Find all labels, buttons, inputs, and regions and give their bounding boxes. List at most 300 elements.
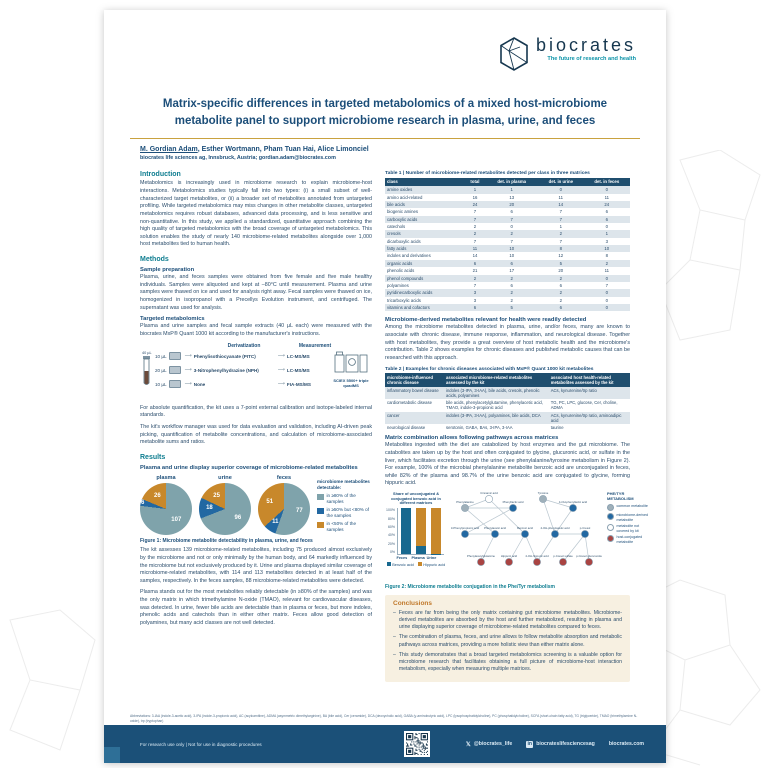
table-cell: 5 xyxy=(510,304,513,310)
table-cell: 20 xyxy=(558,268,564,274)
targeted-metabolomics-body: Plasma and urine samples and fecal sample extracts (40 µL each) were measured with the biocrates MxP® Quant 1000 kit according to the manufacturer's instructions. xyxy=(140,323,372,337)
table-cell: cresols xyxy=(387,231,401,237)
pie-value-label: 107 xyxy=(171,517,182,524)
well-plate-icon xyxy=(169,380,181,388)
well-plate-icon xyxy=(169,366,181,374)
legend-item xyxy=(607,524,651,533)
pathway-node-label: 4-OH-hippuric acid xyxy=(525,553,549,558)
column-header: total xyxy=(464,178,485,186)
table-cell: 3 xyxy=(605,238,608,244)
table-cell: 2 xyxy=(559,290,562,296)
table-cell: TG, PC, LPC, glucose, Cer, choline, ADMA xyxy=(550,400,618,411)
table-cell: indoles (3-IPA, 3-IAA), polyamines, bile acids, DCA xyxy=(446,412,541,418)
table-cell: 11 xyxy=(558,194,564,200)
results-para2: Plasma stands out for the most metabolites reliably detectable (in ≥80% of the samples) and was the only matrix in which trimethylamine N-oxide (TMAO), relevant for cardiovascular diseases, was detected. In urine, fewer bile acids are detectable than in plasma or feces, but more indoles, phenolic acids and catechols than in either other matrix. Feces allow good detection of polyamines, but many acid classes are not well detected. xyxy=(140,589,372,627)
table-cell: 13 xyxy=(509,194,515,200)
affiliation[interactable]: biocrates life sciences ag, Innsbruck, Austria; gordian.adam@biocrates.com xyxy=(140,155,336,162)
pie-chart-plasma xyxy=(140,475,192,535)
health-heading: Microbiome-derived metabolites relevant for health were readily detected xyxy=(385,317,587,324)
table-row xyxy=(385,267,630,274)
brand-name: biocrates xyxy=(535,35,636,55)
background-decoration xyxy=(660,150,768,370)
table2 xyxy=(385,373,630,431)
table-cell: phenol compounds xyxy=(387,275,424,281)
table-cell: catechols xyxy=(387,224,406,229)
pathway-node-label: Phenylacetic acid xyxy=(484,525,506,530)
pathway-node xyxy=(581,531,588,538)
legend-item xyxy=(317,521,372,532)
pathway-node-label: 4-OH-phenylacetic acid xyxy=(540,525,570,530)
linkedin-icon: in xyxy=(527,740,532,747)
table-cell: 11 xyxy=(604,194,610,200)
hexagon-logo-icon xyxy=(498,36,530,72)
sample-prep-heading: Sample preparation xyxy=(140,267,195,274)
bars-area xyxy=(397,508,444,555)
table-cell: 24 xyxy=(604,201,610,207)
table-row xyxy=(385,282,630,289)
table-cell: carboxylic acids xyxy=(387,216,418,222)
table-cell: bile acids xyxy=(387,201,405,207)
x-tick-label: Feces xyxy=(396,556,408,561)
table1-head xyxy=(385,178,630,186)
legend-label: host-conjugated metabolite xyxy=(616,535,643,544)
column-header: associated host health-related metabolites assessed by the kit xyxy=(549,373,630,387)
table-row xyxy=(385,387,630,400)
table-cell: 10 xyxy=(509,253,515,259)
table-cell: 10 xyxy=(604,246,610,252)
footer-disclaimer: For research use only | Not for use in diagnostic procedures xyxy=(140,741,262,747)
table-cell: bile acids, phenylacetylglutamine, phenylacetic acid, TMAO, indole-3-propionic acid xyxy=(446,400,543,411)
bullet-text: The combination of plasma, feces, and urine allows to follow metabolite absorption and metabolic pathways across matrices, providing a more holistic view than either matrix alone. xyxy=(398,634,622,648)
table-cell: 7 xyxy=(559,209,562,215)
table-cell: 6 xyxy=(473,260,477,266)
table-row xyxy=(385,424,630,431)
author-list xyxy=(140,146,630,153)
table-cell: inflammatory bowel disease xyxy=(387,387,439,393)
legend-swatch xyxy=(387,562,391,566)
pathway-edge xyxy=(555,508,573,534)
table-row xyxy=(385,412,630,425)
legend-swatch xyxy=(317,508,324,515)
matrix-heading: Matrix combination allows following pathways across matrices xyxy=(385,435,559,442)
workflow-diagram xyxy=(140,343,372,401)
bullet-text: Feces are far from being the only matrix containing gut microbiome metabolites. Microbiome-derived metabolites are absorbed by the host and further metabolized, resulting in plasma and urine displaying superior coverage of microbiome-related metabolites compared to feces. xyxy=(398,610,622,631)
pathway-node xyxy=(521,531,528,538)
table-cell: 2 xyxy=(510,290,513,296)
table-cell: 7 xyxy=(473,216,477,222)
arrow-icon: ⟶ xyxy=(184,381,192,388)
table-cell: 2 xyxy=(473,224,477,229)
table-cell: 8 xyxy=(559,246,562,252)
figure2 xyxy=(385,491,649,581)
pathway-node-label: p-Cresol sulfate xyxy=(553,553,573,558)
well-plate-icon xyxy=(169,352,181,360)
figure2-caption: Figure 2: Microbiome metabolite conjugation in the Phe/Tyr metabolism xyxy=(385,584,555,591)
poster-footer xyxy=(104,725,666,763)
table-row xyxy=(385,238,630,245)
pathway-legend-items xyxy=(607,504,651,544)
pie-title: feces xyxy=(276,474,292,481)
pie-chart-urine xyxy=(199,475,251,535)
table-cell: vitamins and cofactors xyxy=(387,304,430,310)
table-cell: 7 xyxy=(605,282,608,288)
pathway-node xyxy=(533,559,540,566)
derivatization-rows xyxy=(154,349,330,391)
x-icon: 𝕏 xyxy=(465,741,471,748)
table-cell: organic acids xyxy=(387,260,413,266)
legend-swatch xyxy=(317,522,324,529)
y-tick-label: 80% xyxy=(387,516,395,521)
column-header: microbiome-influenced chronic disease xyxy=(385,373,444,387)
table-cell: 2 xyxy=(510,297,513,303)
poster xyxy=(104,10,666,763)
table-cell: serotonin, GABA, BAs, 3-IPA, 3-IAA xyxy=(446,425,513,431)
figure1 xyxy=(140,475,372,535)
legend-item xyxy=(317,507,372,518)
pie-value-label: 18 xyxy=(206,505,213,512)
table-cell: 11 xyxy=(472,246,478,252)
pathway-node-label: Hippuric acid xyxy=(500,553,518,558)
column-header: class xyxy=(385,178,464,186)
legend-dot xyxy=(607,524,614,531)
table-cell: tricarboxylic acids xyxy=(387,297,421,303)
introduction-heading: Introduction xyxy=(140,171,181,179)
arrow-icon: ⟶ xyxy=(277,381,285,388)
abbreviations-note: Abbreviations: 3-IAA (indole-3-acetic acid), 3-IPA (indole-3-propionic acid), AC (acylcarnitine), ADMA (asymmetric dimethylarginine), BA (bile acid), Cer (ceramide), DCA (deoxycholic acid), GABA (γ-aminobutyric acid), LPC (lysophosphatidylcholine), PC (phosphatidylcholine), SCFA (short-chain fatty acid), TG (triglyceride), TMAO (trimethylamine N-oxide), trp (tryptophan) xyxy=(130,714,638,723)
pie-title: urine xyxy=(218,474,232,481)
pathway-node xyxy=(461,531,468,538)
table-cell: 6 xyxy=(510,282,513,288)
poster-header xyxy=(104,10,666,94)
pathway-node-label: 3-Phenylpropionic acid xyxy=(451,525,480,530)
pathway-node xyxy=(505,559,512,566)
footer-accent-square xyxy=(104,747,120,763)
results-subheading: Plasma and urine display superior coverage of microbiome-related metabolites xyxy=(140,464,358,471)
table-row xyxy=(385,252,630,259)
pathway-node xyxy=(569,505,576,512)
derivatization-row xyxy=(154,363,330,377)
left-column xyxy=(140,169,372,711)
y-tick-label: 40% xyxy=(387,533,395,538)
table-cell: cancer xyxy=(387,412,400,418)
table-cell: 2 xyxy=(510,275,513,281)
derivatization-label: Phenylisothiocyanate (PITC) xyxy=(193,353,256,359)
table-row xyxy=(385,289,630,296)
legend-dot xyxy=(607,513,614,520)
table-cell: indoles (3-IPA, 3-IAA), bile acids, cresols, phenolic acids, polyamines xyxy=(446,387,540,398)
table1-caption: Table 1 | Number of microbiome-related metabolites detected per class in three matrices xyxy=(385,171,590,177)
stacked-bar xyxy=(416,508,426,554)
conclusion-bullet xyxy=(393,610,622,631)
bar-segment xyxy=(431,554,441,555)
derivatization-label: 3-Nitrophenylhydrazine (NPH) xyxy=(193,367,259,373)
table-cell: 0 xyxy=(605,224,608,229)
matrix-body: Metabolites ingested with the diet are catabolized by host enzymes and the gut microbiome. The catabolites are taken up by the host and often conjugated to glycine, glucuronic acid, or sulfate in the liver, which facilitates excretion through the urine (see phenylalanine/tyrosine metabolism in Figure 2). For example, 100% of the microbial phenylalanine metabolite benzoic acid are unconjugated in feces, while 82% of the plasma and 98.7% of the urine benzoic acid are conjugated to glycine, forming hippuric acid. xyxy=(385,442,630,487)
pathway-node xyxy=(551,531,558,538)
targeted-metabolomics-heading: Targeted metabolomics xyxy=(140,316,205,323)
table-cell: 2 xyxy=(605,260,608,266)
arrow-icon: ⟶ xyxy=(277,367,285,374)
table-cell: ACs, kynurenine/trp ratio xyxy=(550,387,597,393)
methods-heading: Methods xyxy=(140,256,169,264)
table-cell: 2 xyxy=(559,231,562,237)
legend-item xyxy=(607,504,651,511)
column-header: det. in feces xyxy=(584,178,630,186)
pie-value-label: 26 xyxy=(154,492,161,499)
legend-label: in ≥80% of the samples xyxy=(326,493,356,504)
table-cell: 24 xyxy=(472,201,478,207)
table-cell: 6 xyxy=(605,216,608,222)
table-cell: 2 xyxy=(559,297,562,303)
figure2-barchart xyxy=(385,492,447,567)
introduction-body: Metabolomics is increasingly used in microbiome research to explain microbiome-host interactions. Metabolomics studies typically fall into two types: (i) a small subset of well-characterized target metabolites, or (ii) a broader set of metabolites annotated from untargeted profiling. While targeted metabolomics may miss changes in other metabolite classes, untargeted metabolomics requires robust databases, advanced data processing, and is less sensitive and non-quantitative. In this study, we applied a standardized, quantitative approach combining the high quality of targeted metabolomics with the broad coverage of untargeted metabolomics. This solution enables the study of nearly 140 microbiome-related metabolites alongside over 1,000 host metabolites tied to human health. xyxy=(140,180,372,248)
results-para1: The kit assesses 139 microbiome-related metabolites, including 75 produced almost exclusively by the microbiome and not or only minimally by the human body, and 64 markedly influenced by the microbiome but not exclusively produced by it. Urine and plasma displayed similar coverage of microbiome-related metabolites, with 114 and 113 metabolites detected in at least half of the samples, respectively. In the feces samples, 88 microbiome-related metabolites were detected. xyxy=(140,547,372,584)
legend-label: metabolite not covered by kit xyxy=(616,524,640,533)
legend-label: in <50% of the samples xyxy=(326,521,356,532)
y-tick-label: 60% xyxy=(387,524,395,529)
pathway-node-label: Cinnamic acid xyxy=(480,492,498,495)
table-cell: 2 xyxy=(473,231,477,237)
pie-title: plasma xyxy=(156,474,176,481)
table-cell: taurine xyxy=(550,425,564,431)
linkedin-handle[interactable]: in biocrateslifesciencesag xyxy=(527,740,595,747)
table-cell: amine oxides xyxy=(387,187,413,193)
pathway-node xyxy=(509,505,516,512)
sample-prep-body: Plasma, urine, and feces samples were obtained from five female and five male healthy individuals. Samples were aliquoted and kept at –80°C until measurement. Plasma and urine samples were thawed on ice and used for analysis right away. Fecal samples were thawed on ice, homogenized in isopropanol with a Precellys Evolution instrument, and centrifuged. The supernatant was used for analysis. xyxy=(140,274,372,311)
content-columns xyxy=(140,169,649,711)
volume-label: 20 µL xyxy=(154,367,167,373)
results-heading: Results xyxy=(140,453,166,461)
conclusions-bullets xyxy=(393,610,622,673)
table-cell: pyridinecarboxylic acids xyxy=(387,290,433,296)
column-header: det. in plasma xyxy=(485,178,538,186)
pathway-node xyxy=(477,559,484,566)
table-cell: 6 xyxy=(510,209,513,215)
table-cell: 10 xyxy=(509,246,515,252)
table-row xyxy=(385,223,630,230)
bullet-dash: – xyxy=(393,610,396,617)
derivatization-label: None xyxy=(193,381,206,387)
table-cell: 1 xyxy=(559,224,562,229)
table-row xyxy=(385,245,630,252)
x-axis-labels xyxy=(385,555,447,560)
legend-label: microbiome-derived metabolite xyxy=(616,513,649,522)
figure2-pathway-legend xyxy=(607,492,651,546)
table-cell: 6 xyxy=(559,304,562,310)
table-cell: 7 xyxy=(559,216,562,222)
legend-dot xyxy=(607,504,614,511)
conclusion-bullet xyxy=(393,634,622,648)
table-cell: 12 xyxy=(558,253,564,259)
instrument xyxy=(330,351,372,389)
legend-item xyxy=(607,535,651,544)
x-tick-label: Plasma xyxy=(411,556,425,561)
table-cell: 2 xyxy=(473,275,477,281)
legend-item xyxy=(317,493,372,504)
table-row xyxy=(385,201,630,208)
pathway-node-label: 4-OH-phenyllactic acid xyxy=(558,499,588,504)
table-cell: 8 xyxy=(605,253,608,259)
sample-tube-icon xyxy=(142,351,152,392)
figure1-caption: Figure 1: Microbiome metabolite detectability in plasma, urine, and feces xyxy=(140,538,313,545)
bar-segment xyxy=(401,508,411,554)
table-cell: 2 xyxy=(510,231,513,237)
table-cell: 3 xyxy=(473,290,477,296)
pathway-node xyxy=(559,559,566,566)
pie-value-label: 6 xyxy=(140,499,145,506)
table-row xyxy=(385,297,630,304)
pie-value-label: 25 xyxy=(213,492,220,499)
pie xyxy=(258,483,310,535)
legend-swatch xyxy=(418,562,422,566)
table-cell: 0 xyxy=(605,304,608,310)
table-cell: ACs, kynurenine/trp ratio, aminoadipic acid xyxy=(550,412,622,423)
barchart-legend xyxy=(385,562,447,567)
pie-value-label: 77 xyxy=(296,508,303,515)
table-row xyxy=(385,208,630,215)
pathway-node-label: Phenyllactic acid xyxy=(502,499,524,504)
table-cell: phenolic acids xyxy=(387,268,415,274)
title-line1: Matrix-specific differences in targeted metabolomics of a mixed host-microbiome xyxy=(162,98,608,110)
pathway-node xyxy=(539,496,546,503)
table-cell: fatty acids xyxy=(387,246,407,252)
pathway-node-label: Phenylacetylglutamine xyxy=(467,553,495,558)
bullet-dash: – xyxy=(393,634,396,641)
derivatization-header: Derivatization xyxy=(227,342,261,349)
first-author: M. Gordian Adam xyxy=(140,146,198,154)
table-row xyxy=(385,230,630,237)
y-tick-label: 100% xyxy=(386,508,395,513)
table-cell: 3 xyxy=(473,297,477,303)
legend-swatch xyxy=(317,494,324,501)
pathway-node-label: Tyrosine xyxy=(537,492,549,495)
pathway-node-label: Benzoic acid xyxy=(517,525,533,530)
poster-title xyxy=(138,96,632,129)
right-column xyxy=(385,169,649,711)
derivatization-row xyxy=(154,377,330,391)
table1 xyxy=(385,178,630,311)
legend-item xyxy=(607,513,651,522)
table-cell: 0 xyxy=(605,297,608,303)
table-row xyxy=(385,304,630,311)
pie-value-label: 96 xyxy=(234,514,242,521)
quantification-note: For absolute quantification, the kit uses a 7-point external calibration and isotope-labeled internal standards. xyxy=(140,404,372,419)
pathway-legend-title: PHE/TYR METABOLISM xyxy=(607,491,634,501)
y-tick-label: 0% xyxy=(389,550,395,555)
y-axis xyxy=(385,508,397,554)
legend-item: Hippuric acid xyxy=(418,562,445,567)
arrow-icon: ⟶ xyxy=(277,353,285,360)
legend-label: common metabolite xyxy=(616,503,648,508)
legend-item: Benzoic acid xyxy=(387,562,414,567)
stacked-bar xyxy=(401,508,411,554)
table-cell: 1 xyxy=(510,187,513,193)
legend-label: in ≥50% but <80% of the samples xyxy=(326,507,369,518)
figure1-legend xyxy=(317,479,372,535)
table-cell: 7 xyxy=(473,209,477,215)
table1-body xyxy=(385,186,630,311)
stacked-bar xyxy=(431,508,441,554)
pie-value-label: 11 xyxy=(272,518,279,525)
table-cell: indoles and derivatives xyxy=(387,253,431,259)
y-tick-label: 20% xyxy=(387,541,395,546)
arrow-icon: ⟶ xyxy=(184,353,192,360)
pathway-node-label: p-Cresol glucuronide xyxy=(576,553,602,558)
table-row xyxy=(385,260,630,267)
pathway-edge xyxy=(465,508,495,534)
arrow-icon: ⟶ xyxy=(184,367,192,374)
pie-value-label: 51 xyxy=(266,499,274,506)
table-cell: 0 xyxy=(605,290,608,296)
measurement-header: Measurement xyxy=(298,342,332,349)
barchart-plot xyxy=(385,508,447,555)
column-header: associated microbiome-related metabolites assessed by the kit xyxy=(444,373,549,387)
figure1-legend-items xyxy=(317,493,372,532)
table-cell: 7 xyxy=(510,238,513,244)
pathway-node-label: Phenylalanine xyxy=(456,499,474,504)
table-cell: 21 xyxy=(472,268,478,274)
bullet-text: This study demonstrates that a broad targeted metabolomics screening is a valuable option for microbiome research that facilitates obtaining a full picture of microbiome-host interaction metabolism, especially when measuring multiple matrices. xyxy=(398,651,622,672)
table-cell: 11 xyxy=(604,268,610,274)
table-cell: 0 xyxy=(605,275,608,281)
table2-head xyxy=(385,373,630,387)
table-cell: 6 xyxy=(510,260,513,266)
website-link[interactable]: biocrates.com xyxy=(608,741,644,747)
title-divider xyxy=(130,138,640,139)
barchart-title: Share of unconjugated & conjugated benzoic acid in different matrices xyxy=(391,491,441,506)
pathway-node xyxy=(585,559,592,566)
table-cell: 7 xyxy=(559,238,562,244)
qr-code xyxy=(404,731,430,757)
derivatization-row xyxy=(154,349,330,363)
pathway-node-label: p-Cresol xyxy=(579,525,591,530)
table-cell: 7 xyxy=(473,238,477,244)
x-handle[interactable]: 𝕏 @biocrates_life xyxy=(465,741,513,748)
table-cell: biogenic amines xyxy=(387,209,419,215)
volume-label: 10 µL xyxy=(154,381,167,387)
tube-volume-label: 40 µL xyxy=(142,350,152,355)
figure1-legend-title: microbiome metabolites detectable: xyxy=(317,478,370,490)
table2-body xyxy=(385,387,630,432)
table2-caption: Table 2 | Examples for chronic diseases associated with MxP® Quant 1000 kit metabolites xyxy=(385,366,594,372)
pathway-node xyxy=(485,496,492,503)
pie xyxy=(140,483,192,535)
table-cell: 14 xyxy=(472,253,478,259)
table-cell: 6 xyxy=(605,209,608,215)
table-cell: 14 xyxy=(558,201,564,207)
table-cell: 0 xyxy=(605,187,608,193)
other-authors: , Esther Wortmann, Pham Tuan Hai, Alice Limonciel xyxy=(197,146,369,154)
column-header: det. in urine xyxy=(538,178,584,186)
author-block xyxy=(140,146,630,161)
table-cell: amino acid-related xyxy=(387,194,423,200)
table-cell: 0 xyxy=(559,187,562,193)
table-row xyxy=(385,186,630,193)
bar-segment xyxy=(416,508,426,546)
pie xyxy=(199,483,251,535)
table-cell: 5 xyxy=(559,260,562,266)
table-cell: cardiometabolic disease xyxy=(387,400,432,406)
bar-segment xyxy=(416,546,426,554)
x-tick-label: Urine xyxy=(426,556,437,561)
pathway-node xyxy=(491,531,498,538)
measurement-label: LC-MS/MS xyxy=(286,353,310,359)
table-row xyxy=(385,194,630,201)
measurement-label: LC-MS/MS xyxy=(286,367,310,373)
conclusion-bullet xyxy=(393,652,622,673)
measurement-label: FIA-MS/MS xyxy=(286,381,311,387)
brand-tagline: The future of research and health xyxy=(547,56,636,62)
